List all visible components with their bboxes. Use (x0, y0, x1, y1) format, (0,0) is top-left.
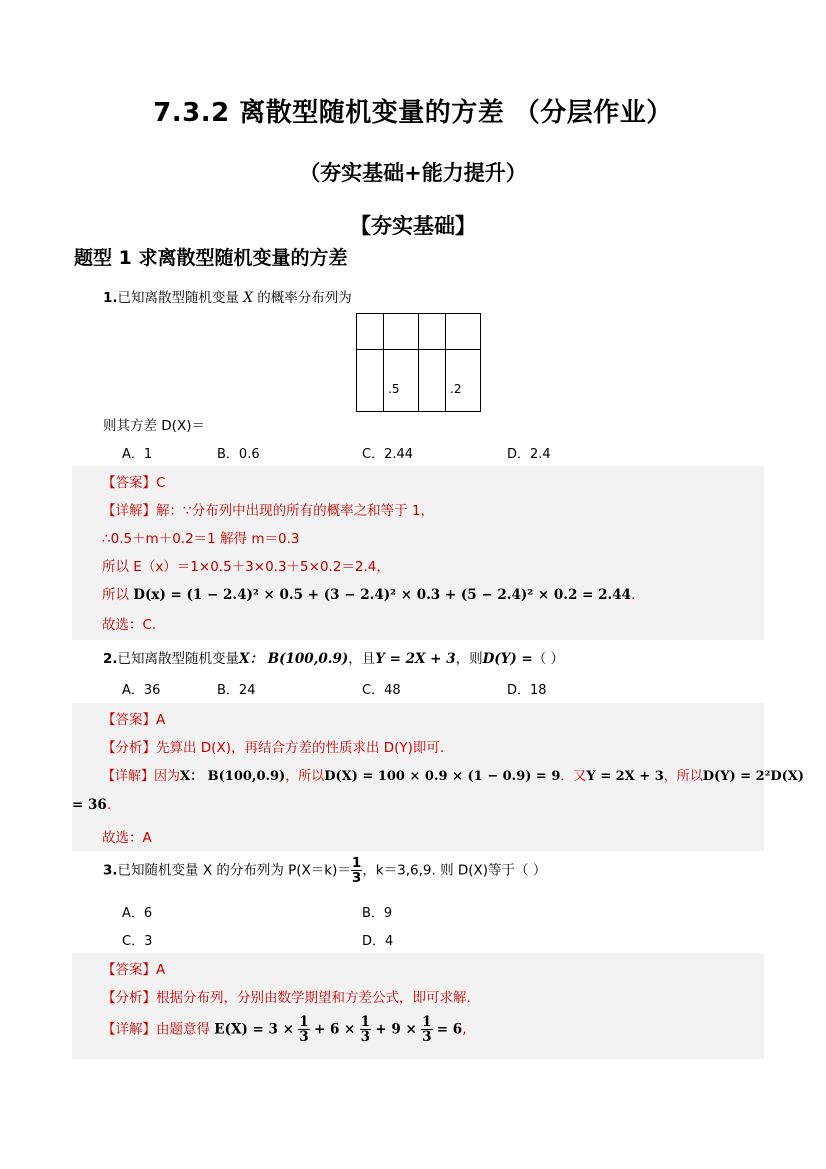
q1-detail-line-3: 所以 E（x）＝1×0.5＋3×0.3＋5×0.2＝2.4， (102, 559, 390, 575)
q3-answer: 【答案】A (102, 962, 166, 978)
q3-answer-block (72, 953, 764, 1059)
table-cell (419, 314, 446, 350)
q3-fraction: $\frac{1}{3}$ (422, 1014, 432, 1045)
q3-option-d: D．4 (362, 934, 394, 949)
table-cell (357, 350, 384, 412)
q3-fraction: $\frac{1}{3}$ (299, 1014, 309, 1045)
q1-option-c: C．2.44 (362, 447, 414, 462)
q3-fraction: $\frac{1}{3}$ (351, 855, 362, 886)
page-title: 7.3.2 离散型随机变量的方差 （分层作业） (153, 98, 673, 128)
q3-analysis: 【分析】根据分布列，分别由数学期望和方差公式，即可求解. (102, 990, 471, 1006)
table-cell (419, 350, 446, 412)
section-heading: 【夯实基础】 (350, 214, 476, 238)
table-cell (357, 314, 384, 350)
question-3-stem: 3.已知随机变量 X 的分布列为 P(X＝k)＝ $\frac{1}{3}$ ，k＝3,6,9. 则 D(X)等于（ ） (103, 855, 547, 886)
table-cell: .2 (446, 350, 481, 412)
question-2-stem: 2.已知离散型随机变量X： B(100,0.9)，且Y = 2X + 3，则D(Y) =（ ） (103, 651, 565, 667)
q3-fraction: $\frac{1}{3}$ (360, 1014, 371, 1045)
q2-option-d: D．18 (507, 683, 547, 698)
q1-answer-block (72, 466, 764, 640)
q2-option-c: C．48 (362, 683, 401, 698)
table-cell (384, 314, 419, 350)
q1-option-d: D．2.4 (507, 447, 551, 462)
q2-conclusion: 故选：A (102, 830, 152, 846)
q2-answer-block (72, 703, 804, 851)
question-1-stem: 1.已知离散型随机变量 X 的概率分布列为 (103, 290, 352, 306)
q1-answer: 【答案】C (102, 475, 166, 491)
q2-option-b: B．24 (217, 683, 256, 698)
q3-option-b: B．9 (362, 906, 393, 921)
q3-detail-line: 【详解】由题意得 E(X) = 3 × $\frac{1}{3}$ + 6 × $\frac{1}{3}$ + 9 × $\frac{1}{3}$ = 6, (102, 1014, 467, 1045)
q3-option-c: C．3 (122, 934, 153, 949)
q1-conclusion: 故选：C. (102, 617, 157, 633)
q2-detail-continuation: = 36. (72, 797, 112, 813)
table-cell (446, 314, 481, 350)
q2-detail-line: 【详解】因为X： B(100,0.9)，所以D(X) = 100 × 0.9 × (1 − 0.9) = 9．又Y = 2X + 3，所以D(Y) = 2²D(X) (102, 769, 804, 784)
q1-detail-line-2: ∴0.5＋m＋0.2＝1 解得 m＝0.3 (102, 531, 300, 547)
q2-answer: 【答案】A (102, 712, 166, 728)
q1-variance-formula: D(x) = (1 − 2.4)² × 0.5 + (3 − 2.4)² × 0.3 + (5 − 2.4)² × 0.2 = 2.44 (133, 587, 631, 603)
page-subtitle: （夯实基础+能力提升） (299, 161, 527, 185)
q1-option-a: A．1 (122, 447, 153, 462)
table-cell: .5 (384, 350, 419, 412)
question-type-heading: 题型 1 求离散型随机变量的方差 (74, 247, 348, 269)
q2-option-a: A．36 (122, 683, 161, 698)
q3-option-a: A．6 (122, 906, 153, 921)
q1-option-b: B．0.6 (217, 447, 260, 462)
q2-analysis: 【分析】先算出 D(X)，再结合方差的性质求出 D(Y)即可. (102, 740, 445, 756)
q1-detail-line-4: 所以 D(x) = (1 − 2.4)² × 0.5 + (3 − 2.4)² × 0.3 + (5 − 2.4)² × 0.2 = 2.44. (102, 587, 636, 603)
q1-distribution-table (356, 313, 481, 412)
question-1-ask: 则其方差 D(X)＝ (103, 418, 205, 434)
q1-detail-line-1: 【详解】解：∵分布列中出现的所有的概率之和等于 1， (102, 503, 434, 519)
